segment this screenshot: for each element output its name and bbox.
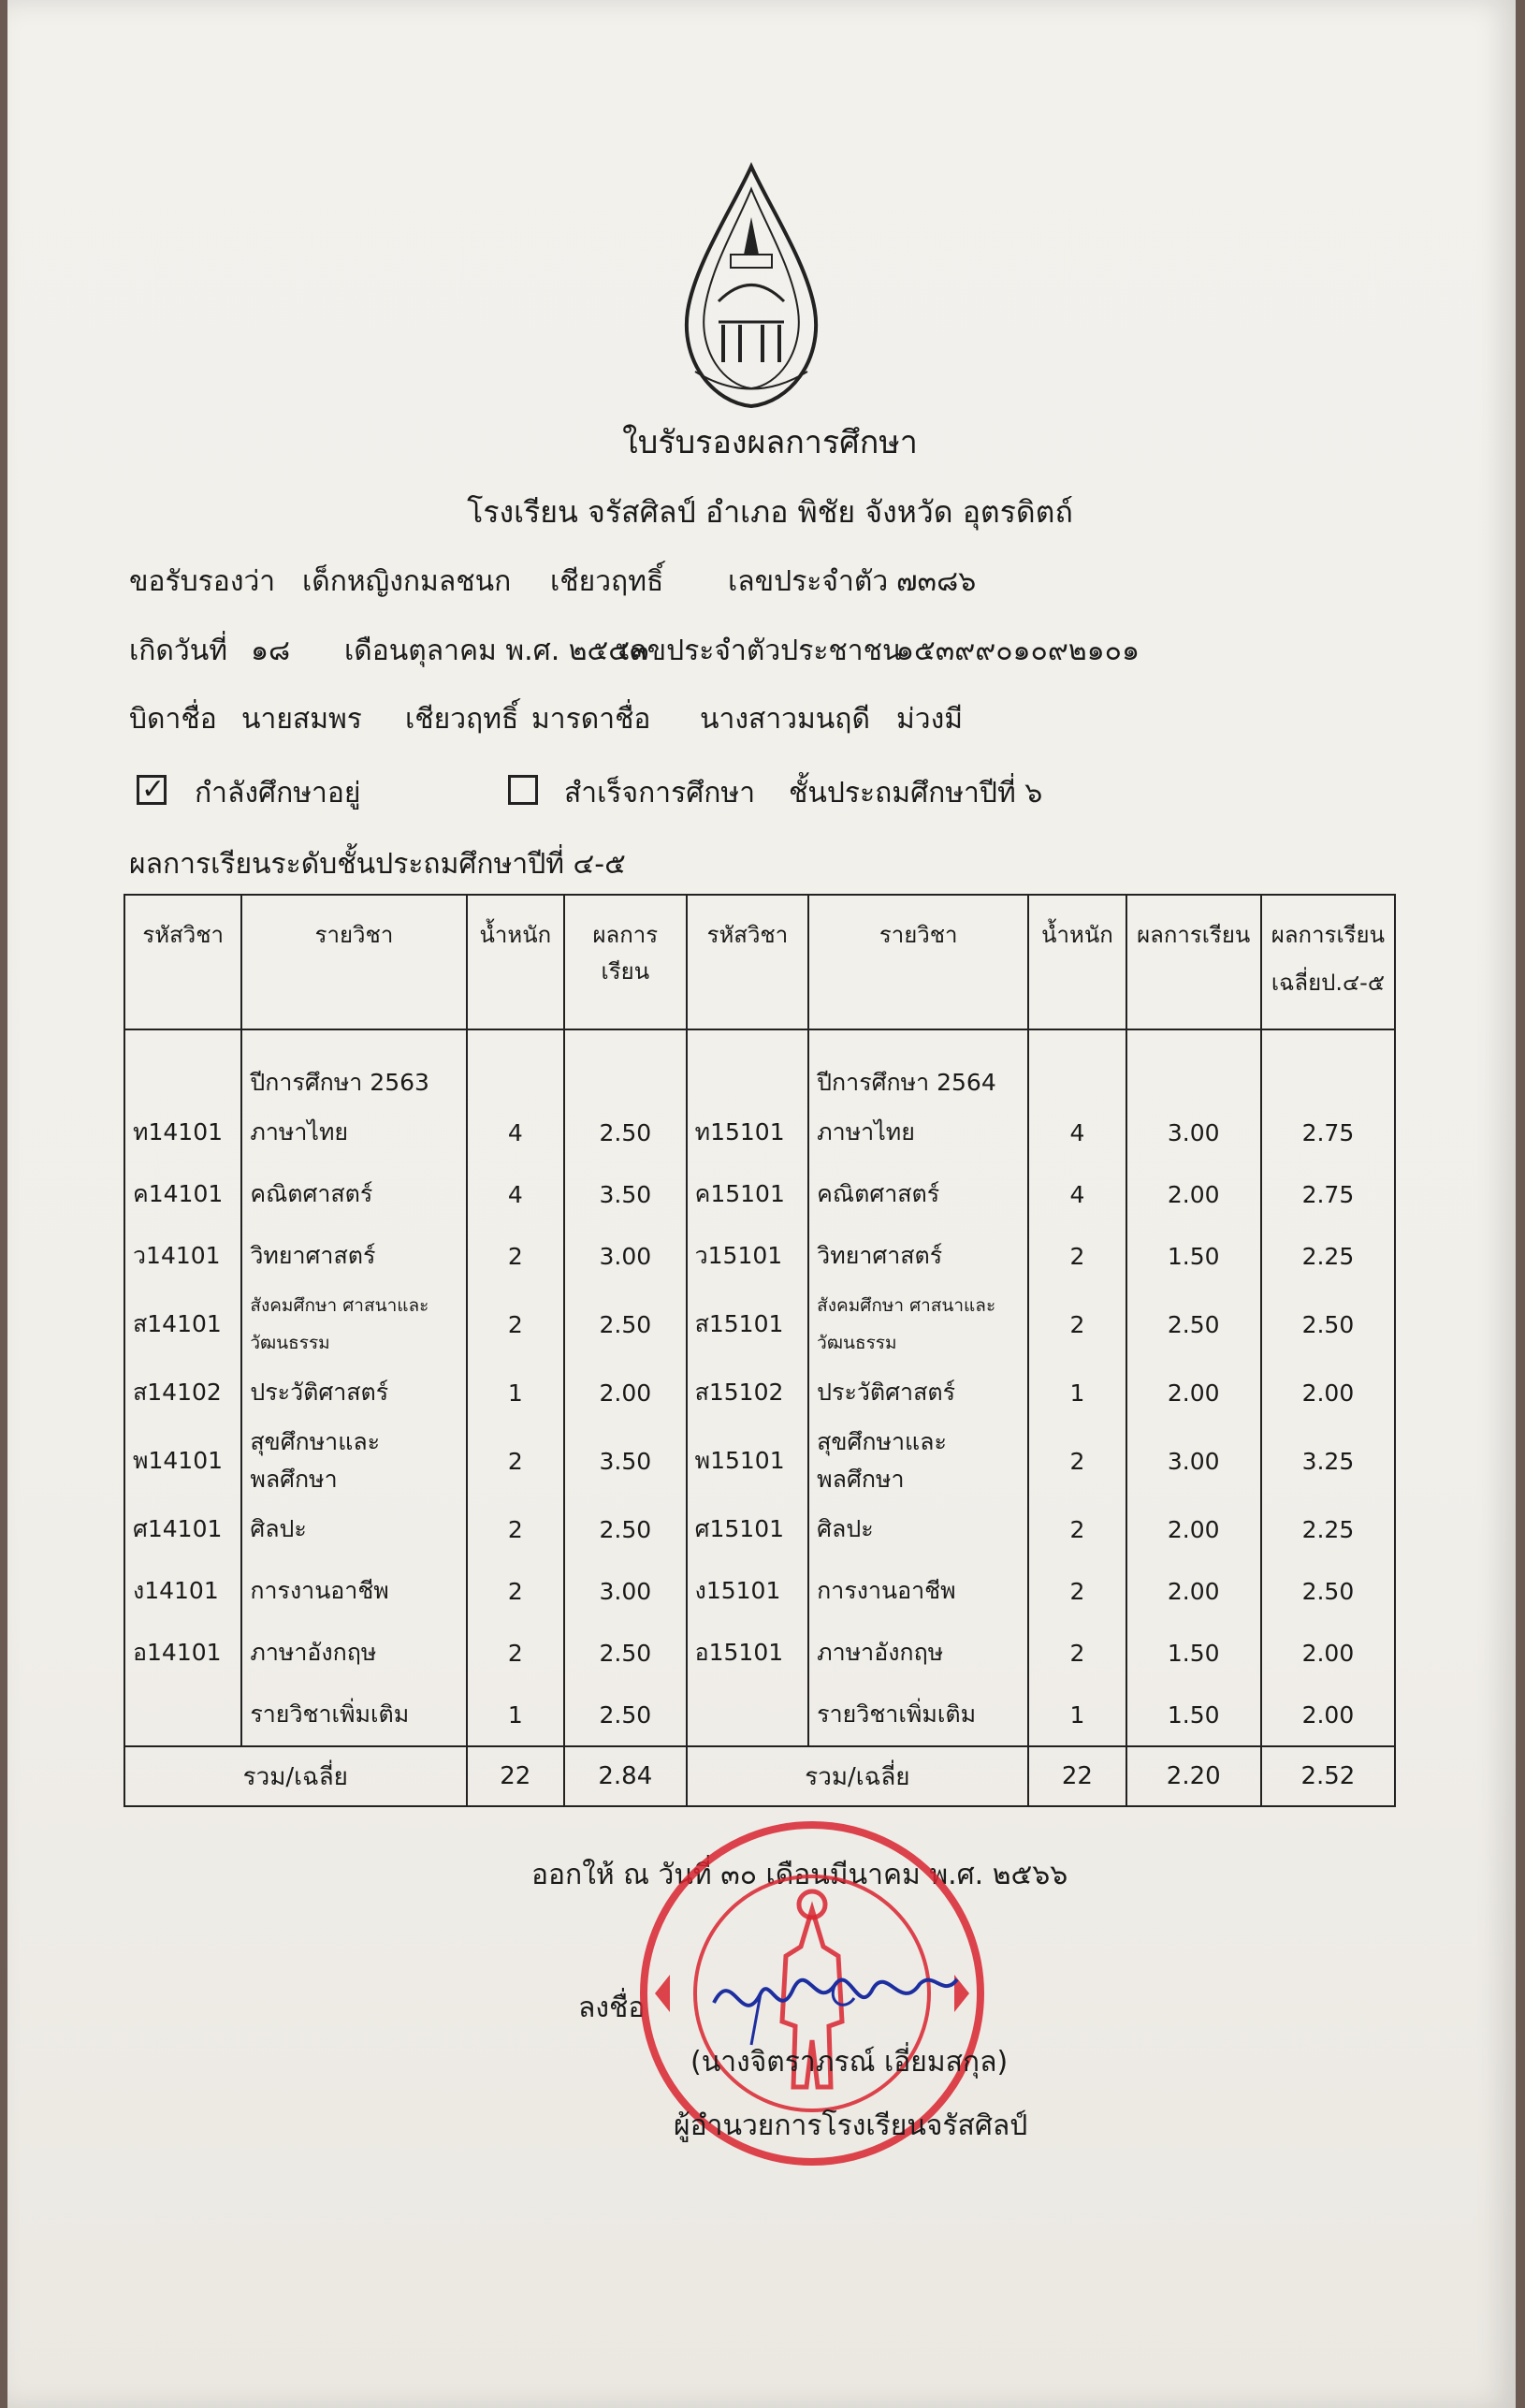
cell-subject-1: วิทยาศาสตร์: [241, 1225, 466, 1287]
cell-grade-2: 1.50: [1126, 1225, 1261, 1287]
cell-grade-1: 3.50: [564, 1423, 687, 1498]
cell-code-2: ค15101: [687, 1163, 809, 1225]
cell-code-2: ง15101: [687, 1560, 809, 1622]
results-heading: ผลการเรียนระดับชั้นประถมศึกษาปีที่ ๔-๕: [129, 848, 626, 881]
father-name: นายสมพร: [241, 703, 362, 736]
cell-subject-2: ศิลปะ: [808, 1498, 1028, 1560]
cell-code-1: ส14101: [124, 1287, 241, 1362]
table-row: [124, 1622, 1395, 1684]
cell-grade-2: 1.50: [1126, 1684, 1261, 1746]
cell-weight-1: 2: [467, 1498, 564, 1560]
table-row: [124, 1225, 1395, 1287]
cell-subject-1: การงานอาชีพ: [241, 1560, 466, 1622]
cell-weight-2: 2: [1028, 1560, 1126, 1622]
total-label-right: รวม/เฉลี่ย: [687, 1746, 1029, 1806]
cell-subject-2: ประวัติศาสตร์: [808, 1362, 1028, 1423]
cell-weight-2: 4: [1028, 1102, 1126, 1163]
birth-month: เดือนตุลาคม พ.ศ. ๒๕๕๓: [344, 635, 649, 667]
cell-subject-2: ภาษาไทย: [808, 1102, 1028, 1163]
year-right: ปีการศึกษา 2564: [808, 1029, 1028, 1102]
cell-average: 2.00: [1261, 1622, 1395, 1684]
cell-average: 3.25: [1261, 1423, 1395, 1498]
student-id-label: เลขประจำตัว: [728, 565, 889, 598]
citizen-value: ๑๕๓๙๙๐๑๐๙๒๑๐๑: [896, 635, 1140, 667]
issue-date: ออกให้ ณ วันที่ ๓๐ เดือนมีนาคม พ.ศ. ๒๕๖๖: [531, 1859, 1068, 1891]
cell-weight-1: 2: [467, 1225, 564, 1287]
cell-code-2: ว15101: [687, 1225, 809, 1287]
check-icon: ✓: [141, 773, 166, 806]
col-grade-2: ผลการเรียน: [1126, 895, 1261, 1029]
signature-icon: [704, 1947, 966, 2050]
school-crest-icon: [667, 161, 835, 414]
cell-code-1: ส14102: [124, 1362, 241, 1423]
table-header: [124, 895, 1395, 1029]
cell-code-1: [124, 1684, 241, 1746]
father-surname: เชียวฤทธิ์: [405, 703, 519, 736]
cell-weight-1: 2: [467, 1423, 564, 1498]
col-subject-1: รายวิชา: [241, 895, 466, 1029]
signer-title: ผู้อำนวยการโรงเรียนจรัสศิลป์: [674, 2109, 1028, 2142]
cell-weight-2: 2: [1028, 1622, 1126, 1684]
cell-grade-1: 2.50: [564, 1498, 687, 1560]
cell-weight-1: 2: [467, 1560, 564, 1622]
cell-weight-2: 4: [1028, 1163, 1126, 1225]
school-line: โรงเรียน จรัสศิลป์ อำเภอ พิชัย จังหวัด อุตรดิตถ์: [467, 494, 1073, 530]
cell-code-2: ส15101: [687, 1287, 809, 1362]
total-weight-2: 22: [1028, 1746, 1126, 1806]
subject-line: วัฒนธรรม: [817, 1333, 897, 1353]
cell-weight-1: 2: [467, 1622, 564, 1684]
subject-line: วัฒนธรรม: [250, 1333, 330, 1353]
sign-label: ลงชื่อ: [578, 1992, 646, 2024]
studying-checkbox[interactable]: [137, 775, 167, 805]
cell-grade-2: 2.00: [1126, 1560, 1261, 1622]
cell-subject-2: วิทยาศาสตร์: [808, 1225, 1028, 1287]
student-surname: เชียวฤทธิ์: [550, 565, 664, 598]
table-row: [124, 1362, 1395, 1423]
cell-subject-1: ศิลปะ: [241, 1498, 466, 1560]
cell-grade-2: 2.50: [1126, 1287, 1261, 1362]
cell-code-1: อ14101: [124, 1622, 241, 1684]
grade-label: ชั้นประถมศึกษาปีที่ ๖: [789, 777, 1043, 810]
certificate-paper: [7, 0, 1516, 2408]
certify-label: ขอรับรองว่า: [129, 565, 276, 598]
cell-weight-1: 4: [467, 1102, 564, 1163]
cell-grade-1: 3.00: [564, 1560, 687, 1622]
col-code-1: รหัสวิชา: [124, 895, 241, 1029]
cell-code-1: ท14101: [124, 1102, 241, 1163]
cell-code-2: [687, 1684, 809, 1746]
cell-code-1: ศ14101: [124, 1498, 241, 1560]
cell-subject-1: ประวัติศาสตร์: [241, 1362, 466, 1423]
col-code-2: รหัสวิชา: [687, 895, 809, 1029]
cell-grade-2: 2.00: [1126, 1163, 1261, 1225]
cell-weight-2: 2: [1028, 1287, 1126, 1362]
subject-line: สังคมศึกษา ศาสนาและ: [250, 1295, 429, 1316]
cell-average: 2.50: [1261, 1560, 1395, 1622]
col-weight-1: น้ำหนัก: [467, 895, 564, 1029]
cell-subject-1: [241, 1287, 466, 1362]
birth-day: ๑๘: [251, 635, 291, 667]
graduated-label: สำเร็จการศึกษา: [564, 777, 756, 810]
cell-weight-1: 2: [467, 1287, 564, 1362]
cell-subject-2: คณิตศาสตร์: [808, 1163, 1028, 1225]
signer-name: (นางจิตราภรณ์ เอี่ยมสกุล): [690, 2046, 1009, 2079]
cell-subject-1: รายวิชาเพิ่มเติม: [241, 1684, 466, 1746]
mother-name: นางสาวมนฤดี: [700, 703, 870, 736]
cell-average: 2.50: [1261, 1287, 1395, 1362]
cell-subject-1: ภาษาอังกฤษ: [241, 1622, 466, 1684]
document-title: ใบรับรองผลการศึกษา: [622, 424, 918, 461]
cell-grade-1: 2.00: [564, 1362, 687, 1423]
table-row: [124, 1423, 1395, 1498]
cell-weight-1: 4: [467, 1163, 564, 1225]
col-grade-1: ผลการเรียน: [564, 895, 687, 1029]
col-average: [1261, 895, 1395, 1029]
cell-grade-2: 1.50: [1126, 1622, 1261, 1684]
cell-grade-1: 2.50: [564, 1684, 687, 1746]
cell-subject-2: สุขศึกษาและพลศึกษา: [808, 1423, 1028, 1498]
total-grade-2: 2.20: [1126, 1746, 1261, 1806]
birth-label: เกิดวันที่: [129, 635, 228, 667]
cell-code-2: พ15101: [687, 1423, 809, 1498]
cell-grade-1: 3.50: [564, 1163, 687, 1225]
year-row: [124, 1029, 1395, 1102]
cell-subject-2: [808, 1287, 1028, 1362]
cell-average: 2.75: [1261, 1102, 1395, 1163]
total-label-left: รวม/เฉลี่ย: [124, 1746, 467, 1806]
cell-grade-1: 2.50: [564, 1287, 687, 1362]
student-name: เด็กหญิงกมลชนก: [302, 565, 512, 598]
cell-code-2: อ15101: [687, 1622, 809, 1684]
table-row: [124, 1102, 1395, 1163]
cell-average: 2.00: [1261, 1684, 1395, 1746]
cell-average: 2.00: [1261, 1362, 1395, 1423]
cell-average: 2.25: [1261, 1498, 1395, 1560]
total-weight-1: 22: [467, 1746, 564, 1806]
cell-subject-1: คณิตศาสตร์: [241, 1163, 466, 1225]
cell-code-2: ท15101: [687, 1102, 809, 1163]
cell-average: 2.75: [1261, 1163, 1395, 1225]
graduated-checkbox[interactable]: [508, 775, 538, 805]
cell-grade-2: 3.00: [1126, 1423, 1261, 1498]
cell-weight-1: 1: [467, 1684, 564, 1746]
cell-grade-1: 2.50: [564, 1102, 687, 1163]
grades-table: [123, 894, 1396, 1807]
total-row: [124, 1746, 1395, 1806]
citizen-label: เลขประจำตัวประชาชน: [620, 635, 902, 667]
cell-subject-2: การงานอาชีพ: [808, 1560, 1028, 1622]
cell-code-1: ง14101: [124, 1560, 241, 1622]
cell-subject-2: รายวิชาเพิ่มเติม: [808, 1684, 1028, 1746]
cell-grade-2: 2.00: [1126, 1498, 1261, 1560]
cell-weight-2: 1: [1028, 1684, 1126, 1746]
studying-label: กำลังศึกษาอยู่: [195, 777, 361, 810]
cell-weight-2: 2: [1028, 1423, 1126, 1498]
cell-code-2: ส15102: [687, 1362, 809, 1423]
cell-grade-2: 3.00: [1126, 1102, 1261, 1163]
table-row: [124, 1684, 1395, 1746]
col-average-line2: เฉลี่ยป.๔-๕: [1271, 970, 1385, 996]
table-row: [124, 1560, 1395, 1622]
father-label: บิดาชื่อ: [129, 703, 217, 736]
cell-grade-1: 3.00: [564, 1225, 687, 1287]
cell-subject-1: ภาษาไทย: [241, 1102, 466, 1163]
student-id-value: ๗๓๘๖: [896, 565, 977, 598]
mother-surname: ม่วงมี: [896, 703, 964, 736]
cell-grade-2: 2.00: [1126, 1362, 1261, 1423]
cell-subject-1: สุขศึกษาและพลศึกษา: [241, 1423, 466, 1498]
cell-weight-1: 1: [467, 1362, 564, 1423]
cell-average: 2.25: [1261, 1225, 1395, 1287]
cell-code-1: ค14101: [124, 1163, 241, 1225]
cell-subject-2: ภาษาอังกฤษ: [808, 1622, 1028, 1684]
table-row: [124, 1498, 1395, 1560]
col-subject-2: รายวิชา: [808, 895, 1028, 1029]
cell-grade-1: 2.50: [564, 1622, 687, 1684]
cell-weight-2: 2: [1028, 1225, 1126, 1287]
cell-weight-2: 1: [1028, 1362, 1126, 1423]
year-left: ปีการศึกษา 2563: [241, 1029, 466, 1102]
cell-code-2: ศ15101: [687, 1498, 809, 1560]
total-grade-1: 2.84: [564, 1746, 687, 1806]
table-row: [124, 1163, 1395, 1225]
mother-label: มารดาชื่อ: [531, 703, 651, 736]
col-weight-2: น้ำหนัก: [1028, 895, 1126, 1029]
cell-weight-2: 2: [1028, 1498, 1126, 1560]
cell-code-1: พ14101: [124, 1423, 241, 1498]
cell-code-1: ว14101: [124, 1225, 241, 1287]
table-row: [124, 1287, 1395, 1362]
subject-line: สังคมศึกษา ศาสนาและ: [817, 1295, 996, 1316]
col-average-line1: ผลการเรียน: [1271, 922, 1386, 948]
total-average: 2.52: [1261, 1746, 1395, 1806]
